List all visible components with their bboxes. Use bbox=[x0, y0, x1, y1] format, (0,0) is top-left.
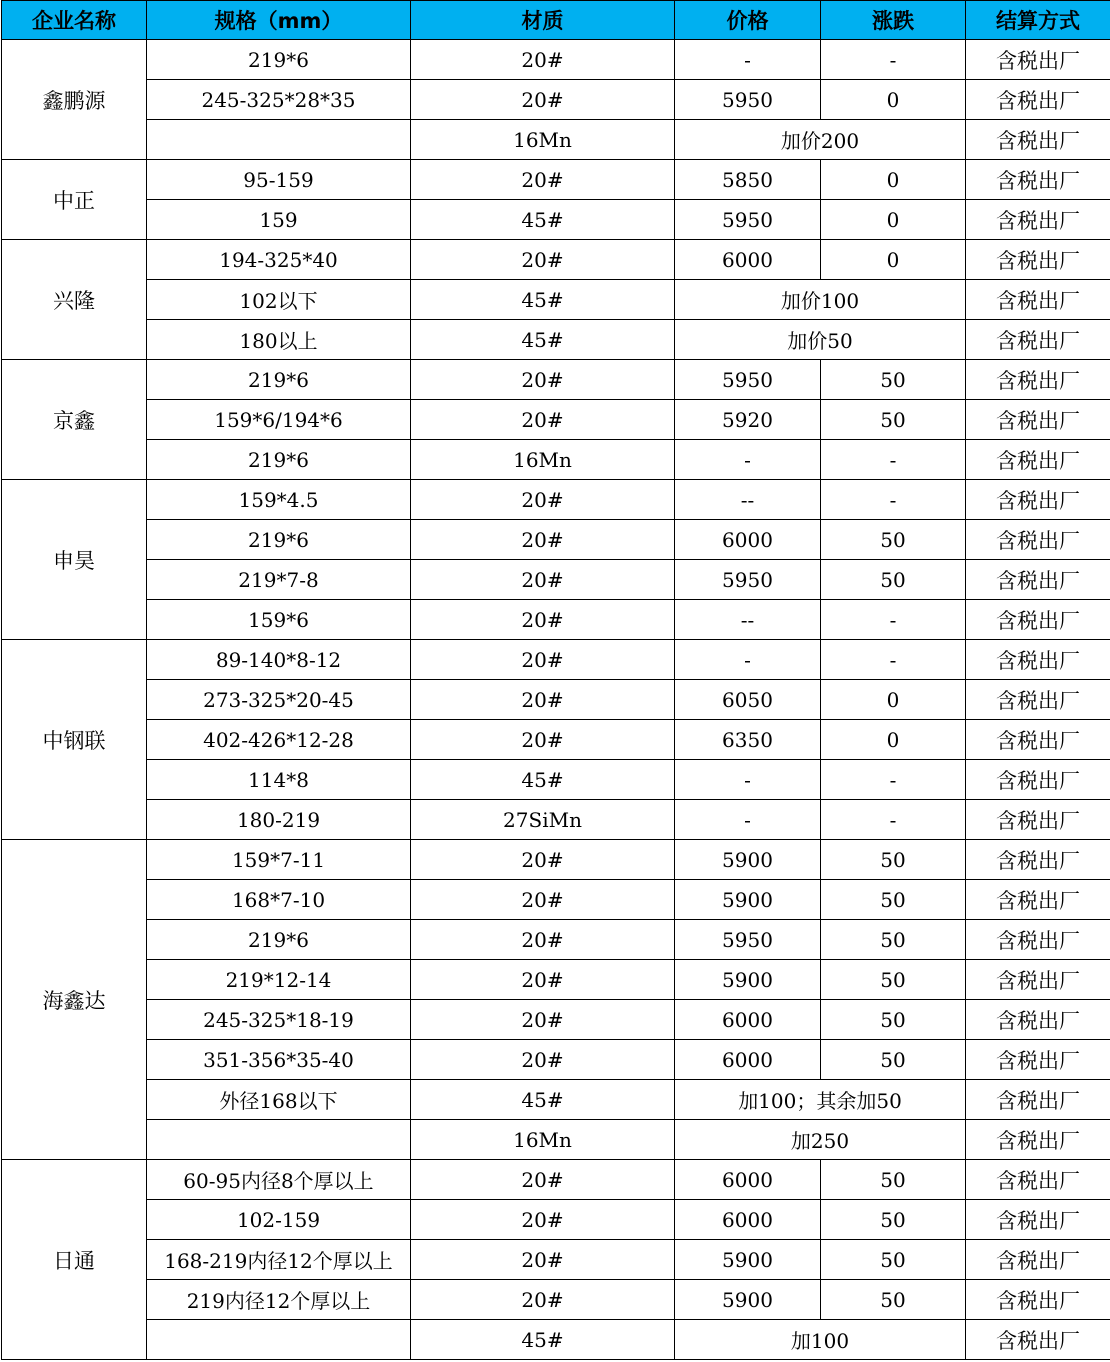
change-cell: - bbox=[821, 600, 966, 640]
material-cell: 16Mn bbox=[411, 440, 675, 480]
change-cell: 50 bbox=[821, 1160, 966, 1200]
price-cell: 5950 bbox=[675, 920, 821, 960]
header-company: 企业名称 bbox=[2, 1, 147, 40]
table-row bbox=[2, 520, 1110, 560]
material-cell: 20# bbox=[411, 520, 675, 560]
change-cell: - bbox=[821, 440, 966, 480]
settlement-cell: 含税出厂 bbox=[966, 840, 1110, 880]
table-row bbox=[2, 440, 1110, 480]
settlement-cell: 含税出厂 bbox=[966, 960, 1110, 1000]
header-price: 价格 bbox=[675, 1, 821, 40]
price-note-cell: 加价100 bbox=[675, 280, 966, 320]
table-row bbox=[2, 960, 1110, 1000]
material-cell: 16Mn bbox=[411, 120, 675, 160]
settlement-cell: 含税出厂 bbox=[966, 40, 1110, 80]
header-change: 涨跌 bbox=[821, 1, 966, 40]
material-cell: 20# bbox=[411, 80, 675, 120]
material-cell: 20# bbox=[411, 360, 675, 400]
material-cell: 20# bbox=[411, 1160, 675, 1200]
settlement-cell: 含税出厂 bbox=[966, 1160, 1110, 1200]
table-row bbox=[2, 920, 1110, 960]
settlement-cell: 含税出厂 bbox=[966, 280, 1110, 320]
material-cell: 45# bbox=[411, 1080, 675, 1120]
table-row bbox=[2, 280, 1110, 320]
material-cell: 20# bbox=[411, 480, 675, 520]
table-row bbox=[2, 80, 1110, 120]
change-cell: 50 bbox=[821, 1280, 966, 1320]
settlement-cell: 含税出厂 bbox=[966, 1240, 1110, 1280]
table-row bbox=[2, 200, 1110, 240]
settlement-cell: 含税出厂 bbox=[966, 600, 1110, 640]
spec-cell: 402-426*12-28 bbox=[147, 720, 411, 760]
table-row bbox=[2, 1200, 1110, 1240]
spec-cell bbox=[147, 120, 411, 160]
price-cell: 5950 bbox=[675, 560, 821, 600]
spec-cell: 180-219 bbox=[147, 800, 411, 840]
material-cell: 20# bbox=[411, 1000, 675, 1040]
settlement-cell: 含税出厂 bbox=[966, 240, 1110, 280]
change-cell: 50 bbox=[821, 1040, 966, 1080]
settlement-cell: 含税出厂 bbox=[966, 80, 1110, 120]
spec-cell: 351-356*35-40 bbox=[147, 1040, 411, 1080]
spec-cell: 180以上 bbox=[147, 320, 411, 360]
table-row bbox=[2, 1040, 1110, 1080]
price-note-cell: 加100 bbox=[675, 1320, 966, 1360]
price-cell: 5950 bbox=[675, 360, 821, 400]
price-cell: 6050 bbox=[675, 680, 821, 720]
spec-cell: 102以下 bbox=[147, 280, 411, 320]
settlement-cell: 含税出厂 bbox=[966, 680, 1110, 720]
spec-cell: 159*7-11 bbox=[147, 840, 411, 880]
table-row bbox=[2, 400, 1110, 440]
table-row bbox=[2, 40, 1110, 80]
price-cell: 5900 bbox=[675, 1280, 821, 1320]
price-cell: 5950 bbox=[675, 80, 821, 120]
price-cell: 5900 bbox=[675, 960, 821, 1000]
price-cell: 5900 bbox=[675, 1240, 821, 1280]
material-cell: 20# bbox=[411, 240, 675, 280]
price-cell: - bbox=[675, 640, 821, 680]
material-cell: 20# bbox=[411, 160, 675, 200]
settlement-cell: 含税出厂 bbox=[966, 200, 1110, 240]
material-cell: 45# bbox=[411, 760, 675, 800]
header-row bbox=[2, 1, 1110, 40]
price-note-cell: 加100；其余加50 bbox=[675, 1080, 966, 1120]
header-material: 材质 bbox=[411, 1, 675, 40]
settlement-cell: 含税出厂 bbox=[966, 480, 1110, 520]
change-cell: 0 bbox=[821, 720, 966, 760]
spec-cell bbox=[147, 1320, 411, 1360]
change-cell: 50 bbox=[821, 1200, 966, 1240]
change-cell: 0 bbox=[821, 680, 966, 720]
change-cell: 50 bbox=[821, 1240, 966, 1280]
settlement-cell: 含税出厂 bbox=[966, 440, 1110, 480]
spec-cell bbox=[147, 1120, 411, 1160]
spec-cell: 219*6 bbox=[147, 520, 411, 560]
material-cell: 20# bbox=[411, 600, 675, 640]
spec-cell: 159 bbox=[147, 200, 411, 240]
material-cell: 45# bbox=[411, 280, 675, 320]
change-cell: 0 bbox=[821, 160, 966, 200]
table-row bbox=[2, 1240, 1110, 1280]
price-note-cell: 加250 bbox=[675, 1120, 966, 1160]
price-cell: -- bbox=[675, 480, 821, 520]
settlement-cell: 含税出厂 bbox=[966, 1000, 1110, 1040]
settlement-cell: 含税出厂 bbox=[966, 1280, 1110, 1320]
spec-cell: 102-159 bbox=[147, 1200, 411, 1240]
table-row bbox=[2, 600, 1110, 640]
price-cell: 5900 bbox=[675, 880, 821, 920]
change-cell: 50 bbox=[821, 1000, 966, 1040]
price-cell: 6350 bbox=[675, 720, 821, 760]
spec-cell: 194-325*40 bbox=[147, 240, 411, 280]
material-cell: 45# bbox=[411, 320, 675, 360]
table-row bbox=[2, 720, 1110, 760]
price-cell: -- bbox=[675, 600, 821, 640]
price-cell: 5900 bbox=[675, 840, 821, 880]
table-row bbox=[2, 320, 1110, 360]
table-row bbox=[2, 880, 1110, 920]
settlement-cell: 含税出厂 bbox=[966, 880, 1110, 920]
spec-cell: 168*7-10 bbox=[147, 880, 411, 920]
change-cell: - bbox=[821, 760, 966, 800]
table-row bbox=[2, 1160, 1110, 1200]
price-cell: - bbox=[675, 760, 821, 800]
change-cell: 50 bbox=[821, 400, 966, 440]
price-cell: - bbox=[675, 440, 821, 480]
material-cell: 20# bbox=[411, 40, 675, 80]
material-cell: 45# bbox=[411, 1320, 675, 1360]
price-table bbox=[1, 0, 1110, 1360]
price-note-cell: 加价200 bbox=[675, 120, 966, 160]
company-name-cell: 海鑫达 bbox=[2, 840, 147, 1160]
table-row bbox=[2, 120, 1110, 160]
table-row bbox=[2, 1120, 1110, 1160]
settlement-cell: 含税出厂 bbox=[966, 640, 1110, 680]
material-cell: 20# bbox=[411, 880, 675, 920]
table-row bbox=[2, 480, 1110, 520]
spec-cell: 159*4.5 bbox=[147, 480, 411, 520]
price-cell: 6000 bbox=[675, 1160, 821, 1200]
settlement-cell: 含税出厂 bbox=[966, 800, 1110, 840]
material-cell: 20# bbox=[411, 960, 675, 1000]
material-cell: 20# bbox=[411, 560, 675, 600]
settlement-cell: 含税出厂 bbox=[966, 520, 1110, 560]
change-cell: - bbox=[821, 640, 966, 680]
price-cell: 5850 bbox=[675, 160, 821, 200]
change-cell: 0 bbox=[821, 200, 966, 240]
change-cell: - bbox=[821, 480, 966, 520]
change-cell: 50 bbox=[821, 880, 966, 920]
spec-cell: 159*6/194*6 bbox=[147, 400, 411, 440]
settlement-cell: 含税出厂 bbox=[966, 720, 1110, 760]
change-cell: 50 bbox=[821, 360, 966, 400]
settlement-cell: 含税出厂 bbox=[966, 920, 1110, 960]
spec-cell: 60-95内径8个厚以上 bbox=[147, 1160, 411, 1200]
company-name-cell: 中正 bbox=[2, 160, 147, 240]
material-cell: 27SiMn bbox=[411, 800, 675, 840]
table-row bbox=[2, 760, 1110, 800]
table-body bbox=[2, 40, 1110, 1360]
company-name-cell: 兴隆 bbox=[2, 240, 147, 360]
spec-cell: 89-140*8-12 bbox=[147, 640, 411, 680]
spec-cell: 273-325*20-45 bbox=[147, 680, 411, 720]
price-cell: 6000 bbox=[675, 520, 821, 560]
material-cell: 45# bbox=[411, 200, 675, 240]
company-name-cell: 中钢联 bbox=[2, 640, 147, 840]
spec-cell: 219*6 bbox=[147, 440, 411, 480]
material-cell: 20# bbox=[411, 400, 675, 440]
material-cell: 20# bbox=[411, 1040, 675, 1080]
material-cell: 16Mn bbox=[411, 1120, 675, 1160]
material-cell: 20# bbox=[411, 1240, 675, 1280]
table-row bbox=[2, 240, 1110, 280]
company-name-cell: 京鑫 bbox=[2, 360, 147, 480]
change-cell: 50 bbox=[821, 920, 966, 960]
change-cell: - bbox=[821, 40, 966, 80]
table-row bbox=[2, 1320, 1110, 1360]
price-cell: - bbox=[675, 40, 821, 80]
material-cell: 20# bbox=[411, 680, 675, 720]
change-cell: 0 bbox=[821, 80, 966, 120]
spec-cell: 外径168以下 bbox=[147, 1080, 411, 1120]
settlement-cell: 含税出厂 bbox=[966, 400, 1110, 440]
change-cell: 50 bbox=[821, 560, 966, 600]
change-cell: 50 bbox=[821, 520, 966, 560]
settlement-cell: 含税出厂 bbox=[966, 1120, 1110, 1160]
change-cell: 50 bbox=[821, 960, 966, 1000]
price-cell: 6000 bbox=[675, 1000, 821, 1040]
material-cell: 20# bbox=[411, 640, 675, 680]
table-row bbox=[2, 800, 1110, 840]
price-cell: 6000 bbox=[675, 1040, 821, 1080]
price-cell: 6000 bbox=[675, 240, 821, 280]
table-row bbox=[2, 1280, 1110, 1320]
price-cell: 5950 bbox=[675, 200, 821, 240]
spec-cell: 245-325*18-19 bbox=[147, 1000, 411, 1040]
spec-cell: 219*6 bbox=[147, 40, 411, 80]
settlement-cell: 含税出厂 bbox=[966, 120, 1110, 160]
change-cell: 0 bbox=[821, 240, 966, 280]
spec-cell: 219*6 bbox=[147, 920, 411, 960]
company-name-cell: 申昊 bbox=[2, 480, 147, 640]
settlement-cell: 含税出厂 bbox=[966, 560, 1110, 600]
price-cell: - bbox=[675, 800, 821, 840]
settlement-cell: 含税出厂 bbox=[966, 1320, 1110, 1360]
spec-cell: 114*8 bbox=[147, 760, 411, 800]
table-row bbox=[2, 640, 1110, 680]
change-cell: 50 bbox=[821, 840, 966, 880]
spec-cell: 219*6 bbox=[147, 360, 411, 400]
table-row bbox=[2, 1080, 1110, 1120]
table-row bbox=[2, 1000, 1110, 1040]
material-cell: 20# bbox=[411, 840, 675, 880]
spec-cell: 95-159 bbox=[147, 160, 411, 200]
table-row bbox=[2, 360, 1110, 400]
settlement-cell: 含税出厂 bbox=[966, 1200, 1110, 1240]
company-name-cell: 鑫鹏源 bbox=[2, 40, 147, 160]
change-cell: - bbox=[821, 800, 966, 840]
price-cell: 5920 bbox=[675, 400, 821, 440]
settlement-cell: 含税出厂 bbox=[966, 360, 1110, 400]
settlement-cell: 含税出厂 bbox=[966, 760, 1110, 800]
spec-cell: 219内径12个厚以上 bbox=[147, 1280, 411, 1320]
table-row bbox=[2, 680, 1110, 720]
settlement-cell: 含税出厂 bbox=[966, 1080, 1110, 1120]
spec-cell: 159*6 bbox=[147, 600, 411, 640]
spec-cell: 245-325*28*35 bbox=[147, 80, 411, 120]
company-name-cell: 日通 bbox=[2, 1160, 147, 1360]
settlement-cell: 含税出厂 bbox=[966, 1040, 1110, 1080]
spec-cell: 219*7-8 bbox=[147, 560, 411, 600]
settlement-cell: 含税出厂 bbox=[966, 160, 1110, 200]
spec-cell: 219*12-14 bbox=[147, 960, 411, 1000]
header-spec: 规格（mm） bbox=[147, 1, 411, 40]
material-cell: 20# bbox=[411, 720, 675, 760]
table-row bbox=[2, 160, 1110, 200]
table-row bbox=[2, 840, 1110, 880]
material-cell: 20# bbox=[411, 920, 675, 960]
material-cell: 20# bbox=[411, 1280, 675, 1320]
price-cell: 6000 bbox=[675, 1200, 821, 1240]
table-row bbox=[2, 560, 1110, 600]
settlement-cell: 含税出厂 bbox=[966, 320, 1110, 360]
material-cell: 20# bbox=[411, 1200, 675, 1240]
spec-cell: 168-219内径12个厚以上 bbox=[147, 1240, 411, 1280]
price-note-cell: 加价50 bbox=[675, 320, 966, 360]
header-settlement: 结算方式 bbox=[966, 1, 1110, 40]
